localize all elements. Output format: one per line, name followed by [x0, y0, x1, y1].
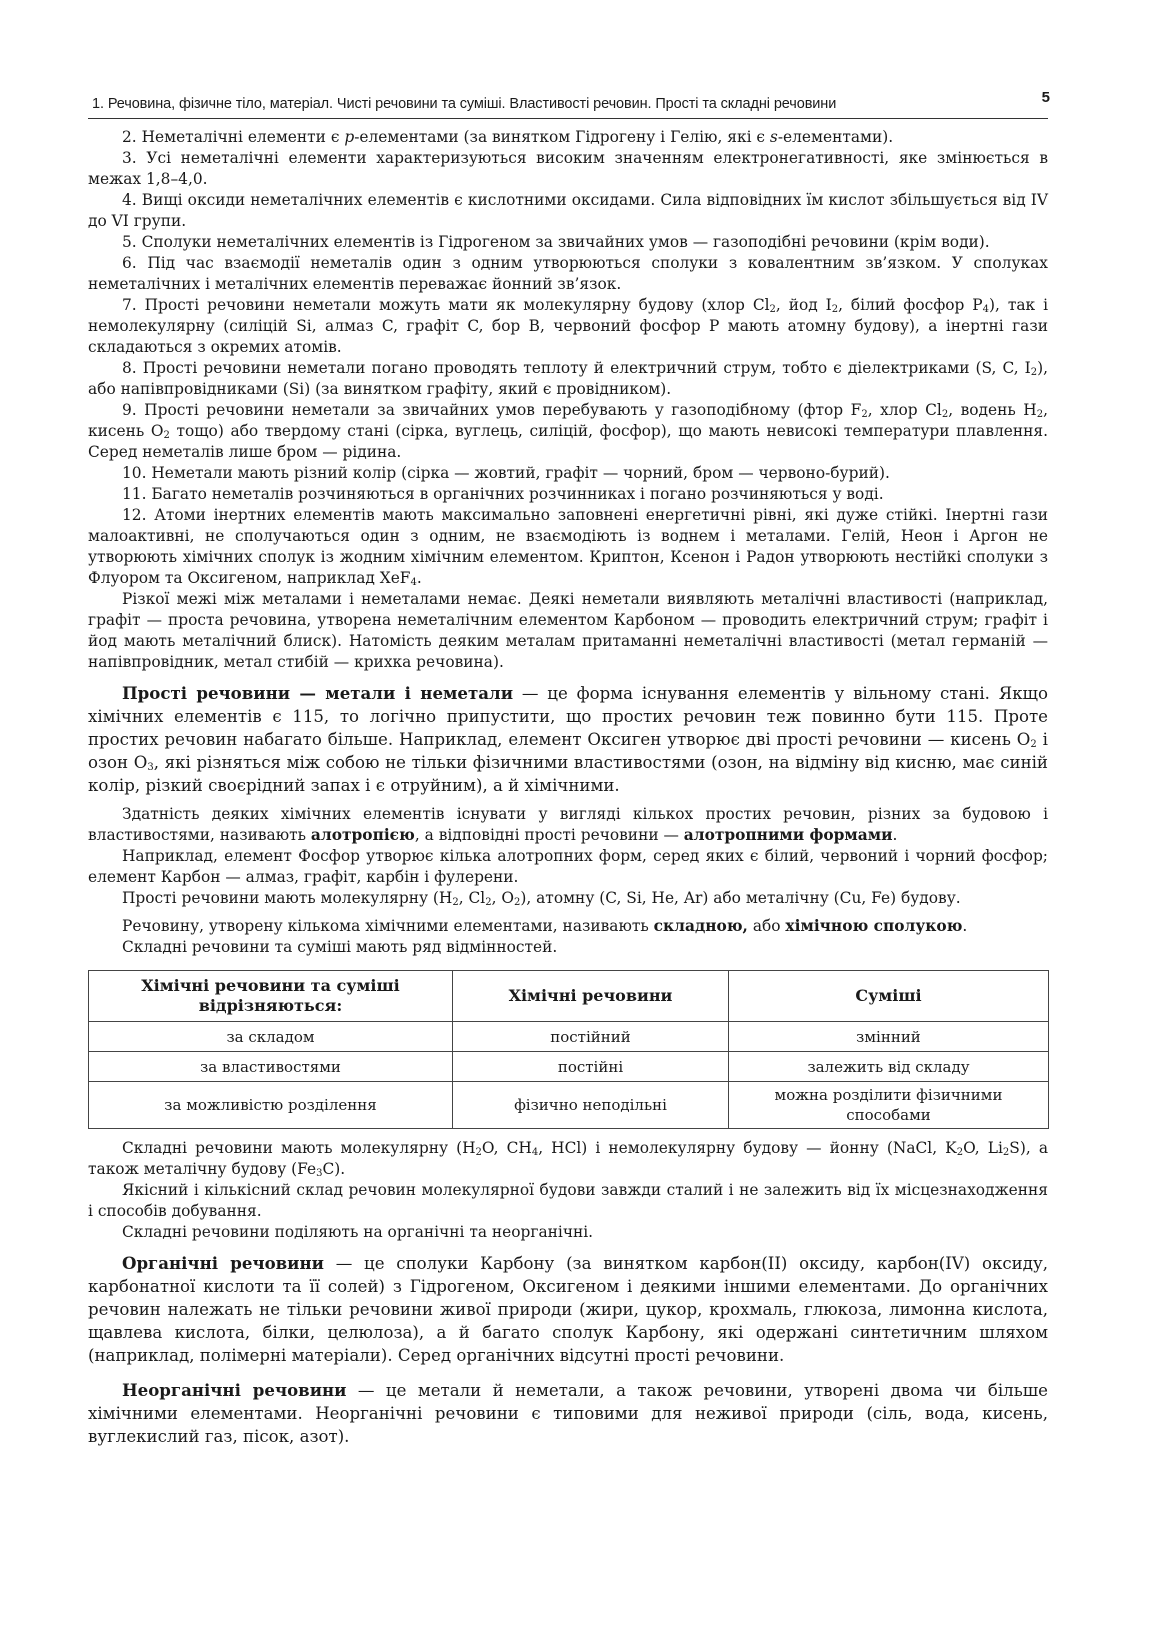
table-cell: залежить від складу [729, 1052, 1049, 1082]
running-header [88, 88, 1048, 119]
table-cell: за складом [89, 1022, 453, 1052]
allotropy-definition: Здатність деяких хімічних елементів існувати у вигляді кількох простих речовин, різних за будовою і властивостями, називають алотропією, а відповідні прості речовини — алотропними формами. [88, 805, 1048, 844]
organic-substances-definition: Органічні речовини — це сполуки Карбону (за винятком карбон(II) оксиду, карбон(IV) оксиду, карбонатної кислоти та її солей) з Гідрогеном, Оксигеном і деякими іншими елементами. До органічних речовин належать не тільки речовини живої природи (жири, цукор, крохмаль, глюкоза, лимонна кислота, щавлева кислота, білки, целюлоза), а й багато сполук Карбону, які одержані синтетичним шляхом (наприклад, полімерні матеріали). Серед органічних відсутні прості речовини. [88, 1253, 1048, 1365]
table-cell: постійний [453, 1022, 729, 1052]
table-header-row [89, 971, 1049, 1022]
list-item-5: 5. Сполуки неметалічних елементів із Гідрогеном за звичайних умов — газоподібні речовини (крім води). [122, 233, 990, 251]
list-item-6: 6. Під час взаємодії неметалів один з одним утворюються сполуки з ковалентним зв’язком. У сполуках неметалічних і металічних елементів переважає йонний зв’язок. [88, 254, 1048, 293]
list-item-4: 4. Вищі оксиди неметалічних елементів є кислотними оксидами. Сила відповідних їм кислот збільшується від IV до VI групи. [88, 191, 1048, 230]
simple-substances-structure: Прості речовини мають молекулярну ($H_2$, $Cl_2$, $O_2$), атомну (C, Si, He, Ar) або металічну (Cu, Fe) будову. [122, 889, 961, 908]
table-row [89, 1022, 1049, 1052]
page-content [88, 127, 1048, 1448]
inorganic-substances-definition: Неорганічні речовини — це метали й неметали, а також речовини, утворені двома чи більше хімічними елементами. Неорганічні речовини є типовими для неживої природи (сіль, вода, кисень, вуглекислий газ, пісок, азот). [88, 1380, 1049, 1446]
comparison-table [88, 970, 1049, 1129]
organic-substances-term: Органічні речовини [122, 1253, 324, 1273]
list-item-7: 7. Прості речовини неметали можуть мати як молекулярну будову (хлор $Cl_2$, йод $I_2$, білий фосфор $P_4$), так і немолекулярну (силіцій Si, алмаз C, графіт C, бор B, червоний фосфор P мають атомну будову), а інертні гази складаються з окремих атомів. [88, 296, 1049, 356]
allotropy-example: Наприклад, елемент Фосфор утворює кілька алотропних форм, серед яких є білий, червоний і чорний фосфор; елемент Карбон — алмаз, графіт, карбін і фулерени. [88, 847, 1048, 886]
complex-substance-definition: Речовину, утворену кількома хімічними елементами, називають складною, або хімічною сполукою. [122, 917, 968, 935]
list-item-10: 10. Неметали мають різний колір (сірка — жовтий, графіт — чорний, бром — червоно-бурий). [122, 464, 890, 482]
differences-intro: Складні речовини та суміші мають ряд відмінностей. [122, 938, 558, 956]
list-item-12: 12. Атоми інертних елементів мають максимально заповнені енергетичні рівні, які дуже стійкі. Інертні гази малоактивні, не сполучаються один з одним, не взаємодіють із воднем і металами. Гелій, Неон і Аргон не утворюють хімічних сполук із жодним хімічним елементом. Криптон, Ксенон і Радон утворюють нестійкі сполуки з Флуором та Оксигеном, наприклад XeF$_4$. [88, 506, 1048, 588]
classification-sentence: Складні речовини поділяють на органічні та неорганічні. [122, 1223, 594, 1241]
table-header-mixtures: Суміші [729, 971, 1049, 1022]
simple-substances-definition: Прості речовини — метали і неметали — це форма існування елементів у вільному стані. Якщо хімічних елементів є 115, то логічно припустити, що простих речовин теж повинно бути 115. Проте простих речовин набагато більше. Наприклад, елемент Оксиген утворює дві прості речовини — кисень $O_2$ і озон $O_3$, які різняться між собою не тільки фізичними властивостями (озон, на відміну від кисню, має синій колір, різкий своєрідний запах і є отруйним), а й хімічними. [88, 683, 1048, 795]
textbook-page [88, 88, 1048, 1448]
complex-substances-structure: Складні речовини мають молекулярну ($H_2O$, $CH_4$, HCl) і немолекулярну будову — йонну (NaCl, $K_2O$, $Li_2S$), а також металічну будову $(Fe_3C)$. [88, 1139, 1048, 1179]
table-cell: постійні [453, 1052, 729, 1082]
list-item-9: 9. Прості речовини неметали за звичайних умов перебувають у газоподібному (фтор $F_2$, хлор $Cl_2$, водень $H_2$, кисень $O_2$ тощо) або твердому стані (сірка, вуглець, силіцій, фосфор), що мають невисокі температури плавлення. Серед неметалів лише бром — рідина. [88, 401, 1048, 461]
table-cell: за властивостями [89, 1052, 453, 1082]
table-header-substances: Хімічні речовини [453, 971, 729, 1022]
composition-constancy: Якісний і кількісний склад речовин молекулярної будови завжди сталий і не залежить від їх місцезнаходження і способів добування. [88, 1181, 1048, 1220]
inorganic-substances-term: Неорганічні речовини [122, 1380, 347, 1400]
list-item-11: 11. Багато неметалів розчиняються в органічних розчинниках і погано розчиняються у воді. [122, 485, 884, 503]
list-item-8: 8. Прості речовини неметали погано проводять теплоту й електричний струм, тобто є діелектриками (S, C, $I_2$), або напівпровідниками (Si) (за винятком графіту, який є провідником). [88, 359, 1048, 398]
table-row [89, 1052, 1049, 1082]
table-cell: фізично неподільні [453, 1082, 729, 1129]
chapter-title: 1. Речовина, фізичне тіло, матеріал. Чисті речовини та суміші. Властивості речовин. Прості та складні речовини [92, 96, 837, 112]
list-item-2: 2. Неметалічні елементи є p-елементами (за винятком Гідрогену і Гелію, які є s-елементами). [122, 128, 894, 146]
metals-nonmetals-boundary: Різкої межі між металами і неметалами немає. Деякі неметали виявляють металічні властивості (наприклад, графіт — проста речовина, утворена неметалічним елементом Карбоном — проводить електричний струм; графіт і йод мають металічний блиск). Натомість деяким металам притаманні неметалічні властивості (метал германій — напівпровідник, метал стибій — крихка речовина). [88, 590, 1048, 671]
page-number: 5 [1041, 89, 1050, 106]
table-cell: можна розділити фізичними способами [729, 1082, 1049, 1129]
table-cell: за можливістю розділення [89, 1082, 453, 1129]
table-row [89, 1082, 1049, 1129]
table-header-criteria: Хімічні речовини та суміші відрізняються: [89, 971, 453, 1022]
list-item-3: 3. Усі неметалічні елементи характеризуються високим значенням електронегативності, яке змінюється в межах 1,8–4,0. [88, 149, 1048, 188]
simple-substances-term: Прості речовини — метали і неметали [122, 683, 514, 703]
table-cell: змінний [729, 1022, 1049, 1052]
